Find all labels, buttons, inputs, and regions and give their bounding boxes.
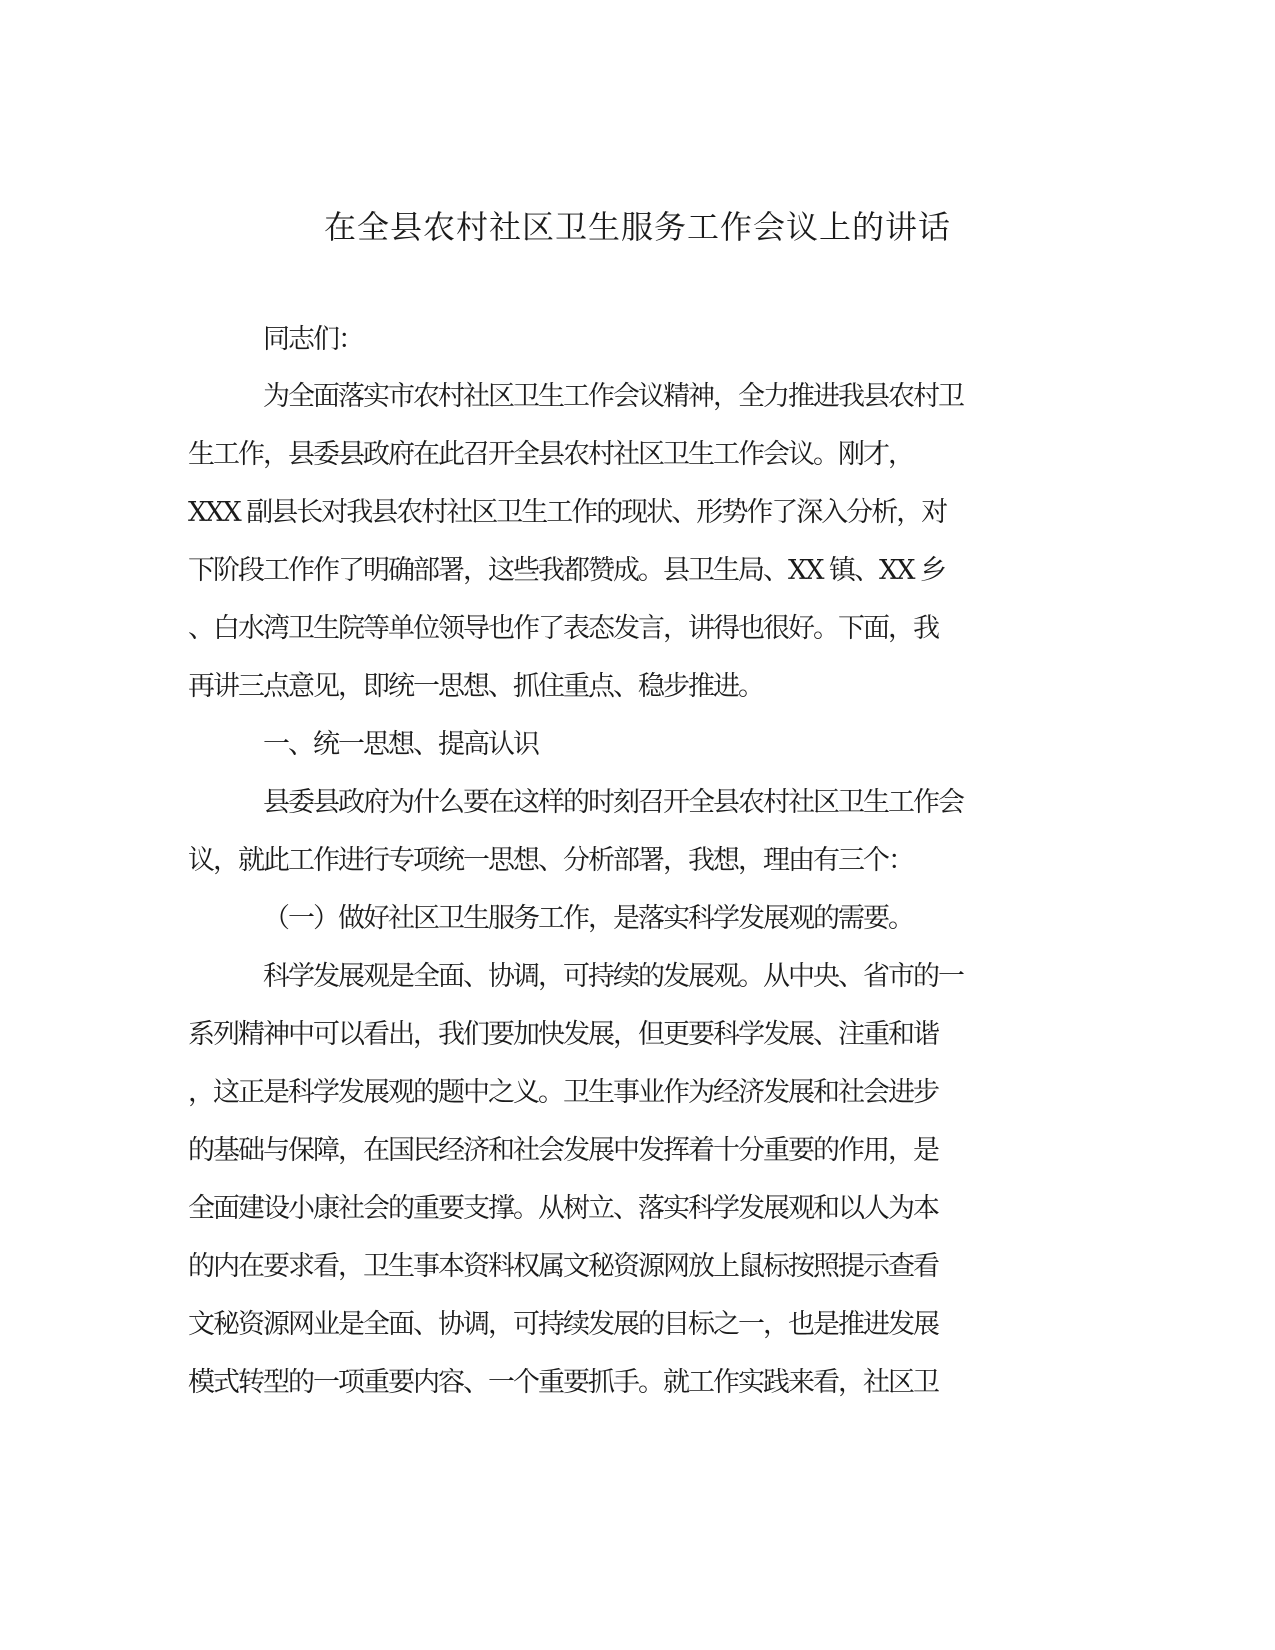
paragraph-line: 议，就此工作进行专项统一思想、分析部署，我想，理由有三个：	[188, 845, 913, 876]
salutation: 同志们：	[263, 324, 363, 355]
subsection-heading: （一）做好社区卫生服务工作，是落实科学发展观的需要。	[263, 903, 913, 934]
paragraph-line: XXX 副县长对我县农村社区卫生工作的现状、形势作了深入分析，对	[188, 497, 947, 528]
paragraph-line: 的基础与保障，在国民经济和社会发展中发挥着十分重要的作用，是	[188, 1135, 938, 1166]
paragraph-line: 系列精神中可以看出，我们要加快发展，但更要科学发展、注重和谐	[188, 1019, 938, 1050]
paragraph-line: 下阶段工作作了明确部署，这些我都赞成。县卫生局、XX 镇、XX 乡	[188, 555, 946, 586]
paragraph-line: 再讲三点意见，即统一思想、抓住重点、稳步推进。	[188, 671, 763, 702]
paragraph-line: 生工作，县委县政府在此召开全县农村社区卫生工作会议。刚才，	[188, 439, 913, 470]
document-title: 在全县农村社区卫生服务工作会议上的讲话	[323, 208, 951, 246]
paragraph-line: 文秘资源网业是全面、协调，可持续发展的目标之一，也是推进发展	[188, 1309, 938, 1340]
paragraph-line: 全面建设小康社会的重要支撑。从树立、落实科学发展观和以人为本	[188, 1193, 938, 1224]
paragraph-line: 的内在要求看，卫生事本资料权属文秘资源网放上鼠标按照提示查看	[188, 1251, 938, 1282]
paragraph-line: 为全面落实市农村社区卫生工作会议精神，全力推进我县农村卫	[263, 381, 963, 412]
paragraph-line: 模式转型的一项重要内容、一个重要抓手。就工作实践来看，社区卫	[188, 1367, 938, 1398]
paragraph-line: 、白水湾卫生院等单位领导也作了表态发言，讲得也很好。下面，我	[188, 613, 938, 644]
section-heading: 一、统一思想、提高认识	[263, 729, 538, 760]
paragraph-line: 县委县政府为什么要在这样的时刻召开全县农村社区卫生工作会	[263, 787, 963, 818]
paragraph-line: ，这正是科学发展观的题中之义。卫生事业作为经济发展和社会进步	[188, 1077, 938, 1108]
paragraph-line: 科学发展观是全面、协调，可持续的发展观。从中央、省市的一	[263, 961, 963, 992]
